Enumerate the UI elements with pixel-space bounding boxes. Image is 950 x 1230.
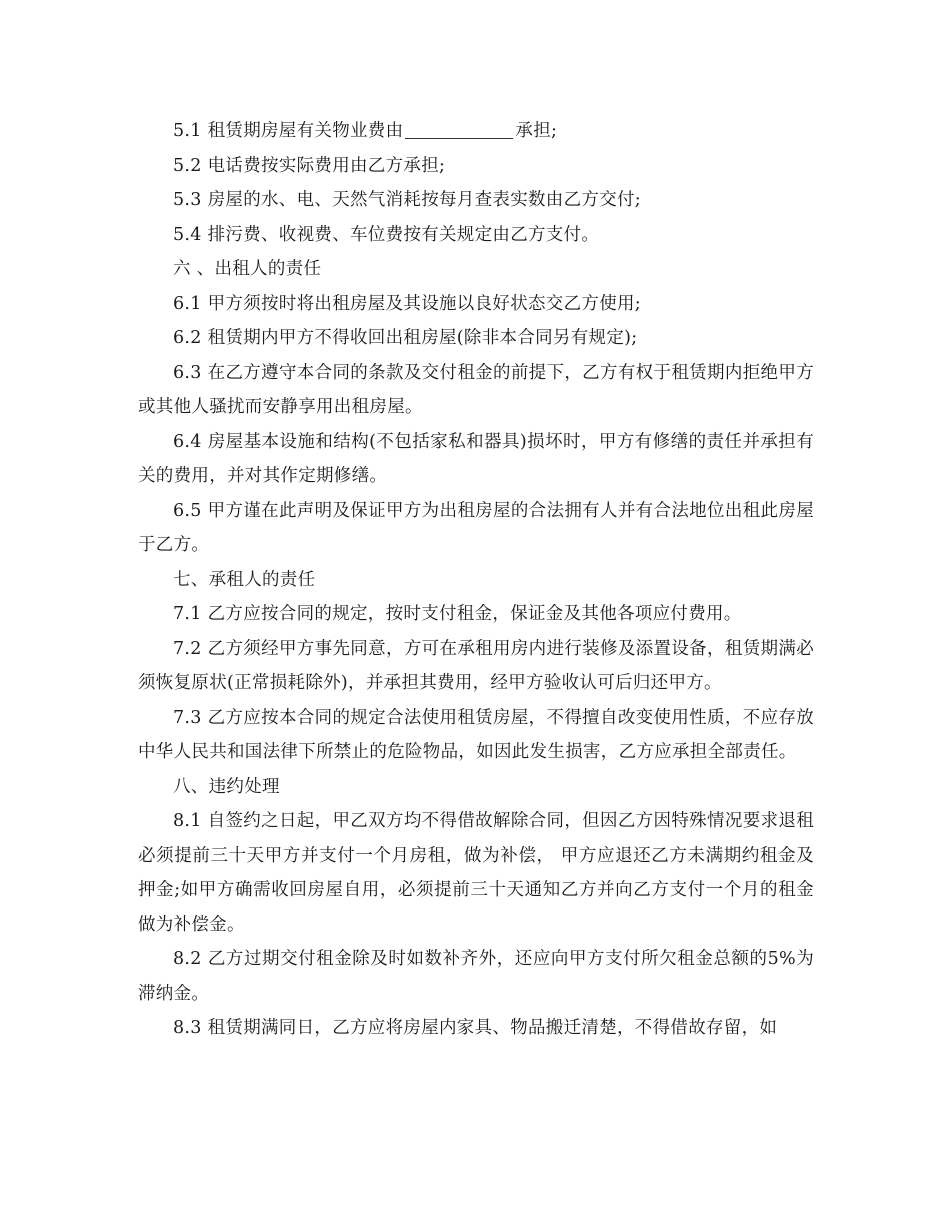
clause-8-1: 8.1 自签约之日起，甲乙双方均不得借故解除合同，但因乙方因特殊情况要求退租必须提前三十天甲方并支付一个月房租，做为补偿， 甲方应退还乙方未满期约租金及押金;如甲方确需收回房屋自用，必须提前三十天通知乙方并向乙方支付一个月的租金做为补偿金。	[138, 811, 814, 935]
clause-6-4: 6.4 房屋基本设施和结构(不包括家私和器具)损坏时，甲方有修缮的责任并承担有关的费用，并对其作定期修缮。	[138, 431, 814, 486]
clause-6-5: 6.5 甲方谨在此声明及保证甲方为出租房屋的合法拥有人并有合法地位出租此房屋于乙方。	[138, 500, 814, 555]
clause-5-2: 5.2 电话费按实际费用由乙方承担;	[173, 155, 446, 176]
contract-body	[138, 114, 814, 1046]
clause-6-1: 6.1 甲方须按时将出租房屋及其设施以良好状态交乙方使用;	[173, 293, 641, 314]
section-heading-7: 七、承租人的责任	[173, 569, 316, 590]
clause-6-2: 6.2 租赁期内甲方不得收回出租房屋(除非本合同另有规定);	[173, 328, 638, 348]
clause-5-4: 5.4 排污费、收视费、车位费按有关规定由乙方支付。	[173, 224, 600, 245]
clause-8-3: 8.3 租赁期满同日，乙方应将房屋内家具、物品搬迁清楚，不得借故存留，如	[173, 1018, 778, 1038]
clause-7-1: 7.1 乙方应按合同的规定，按时支付租金，保证金及其他各项应付费用。	[173, 604, 742, 624]
clause-8-2: 8.2 乙方过期交付租金除及时如数补齐外，还应向甲方支付所欠租金总额的5%为滞纳金。	[138, 949, 814, 1004]
blank-fill-line	[405, 120, 513, 139]
section-heading-6: 六 、出租人的责任	[173, 259, 322, 279]
section-heading-8: 八、违约处理	[173, 776, 280, 797]
clause-7-3: 7.3 乙方应按本合同的规定合法使用租赁房屋，不得擅自改变使用性质，不应存放中华人民共和国法律下所禁止的危险物品，如因此发生损害，乙方应承担全部责任。	[138, 707, 814, 762]
clause-5-1	[138, 114, 814, 149]
clause-6-3: 6.3 在乙方遵守本合同的条款及交付租金的前提下，乙方有权于租赁期内拒绝甲方或其他人骚扰而安静享用出租房屋。	[138, 362, 814, 417]
clause-5-1-text: 5.1 租赁期房屋有关物业费由	[173, 121, 404, 141]
clause-5-3: 5.3 房屋的水、电、天然气消耗按每月查表实数由乙方交付;	[173, 190, 641, 210]
clause-5-1-tail: 承担;	[515, 121, 558, 141]
clause-7-2: 7.2 乙方须经甲方事先同意，方可在承租用房内进行装修及添置设备，租赁期满必须恢复原状(正常损耗除外)，并承担其费用，经甲方验收认可后归还甲方。	[138, 638, 814, 693]
